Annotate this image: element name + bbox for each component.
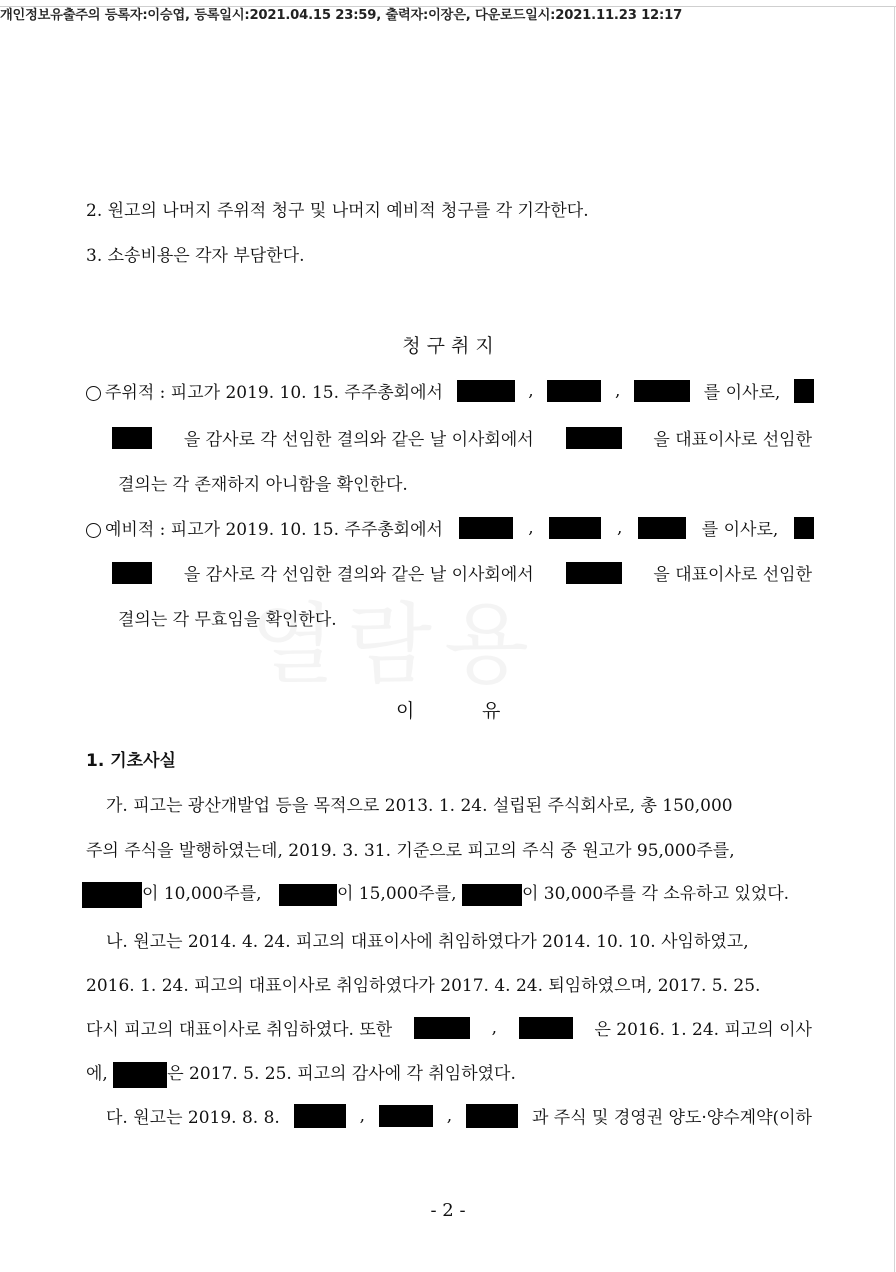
comma: , <box>491 1017 498 1038</box>
page-edge <box>894 6 895 1272</box>
primary-claim-lead: 주위적 : 피고가 2019. 10. 15. 주주총회에서 <box>86 378 443 403</box>
redaction-box <box>82 882 142 908</box>
text-fragment: 이 15,000주를, <box>336 884 457 904</box>
paragraph-ga-line-2: 주의 주식을 발행하였는데, 2019. 3. 31. 기준으로 피고의 주식 중 원고가 95,000주를, <box>86 841 735 861</box>
text-fragment: 이 30,000주를 각 소유하고 있었다. <box>521 884 790 904</box>
primary-claim-line-3: 결의는 각 존재하지 아니함을 확인한다. <box>118 475 408 495</box>
text-fragment: 를 이사로, <box>703 383 781 403</box>
text-fragment: 을 감사로 각 선임한 결의와 같은 날 이사회에서 <box>183 430 534 450</box>
redaction-box <box>549 517 601 539</box>
paragraph-na-line-1: 나. 원고는 2014. 4. 24. 피고의 대표이사에 취임하였다가 2014. 10. 10. 사임하였고, <box>106 932 749 952</box>
text-fragment: 다시 피고의 대표이사로 취임하였다. 또한 <box>86 1020 393 1040</box>
page-number: - 2 - <box>430 1200 466 1221</box>
claim-title: 청 구 취 지 <box>402 335 494 357</box>
comma: , <box>615 380 621 401</box>
paragraph-ga-line-3 <box>82 879 808 908</box>
redaction-box <box>379 1105 433 1127</box>
text-fragment: 를 이사로, <box>701 520 779 540</box>
redaction-box <box>294 1104 346 1128</box>
redaction-box <box>794 517 814 539</box>
redaction-box <box>113 1062 167 1088</box>
redaction-box <box>462 884 522 906</box>
redaction-box <box>519 1017 573 1039</box>
redaction-box <box>466 1104 518 1128</box>
circle-bullet-icon <box>86 523 101 538</box>
preliminary-claim-lead: 예비적 : 피고가 2019. 10. 15. 주주총회에서 <box>86 515 443 540</box>
section-heading: 1. 기초사실 <box>86 751 176 771</box>
order-item-2: 2. 원고의 나머지 주위적 청구 및 나머지 예비적 청구를 각 기각한다. <box>86 201 589 221</box>
paragraph-na-line-4 <box>86 1059 516 1088</box>
redaction-box <box>794 379 814 403</box>
text-fragment: 을 대표이사로 선임한 <box>653 565 812 585</box>
text-fragment: 을 대표이사로 선임한 <box>653 430 812 450</box>
preliminary-claim-line-1 <box>86 515 814 540</box>
comma: , <box>617 517 623 538</box>
paragraph-na-line-2: 2016. 1. 24. 피고의 대표이사로 취임하였다가 2017. 4. 24. 퇴임하였으며, 2017. 5. 25. <box>86 976 761 996</box>
text-fragment: 을 감사로 각 선임한 결의와 같은 날 이사회에서 <box>183 565 534 585</box>
text-fragment: 과 주식 및 경영권 양도·양수계약(이하 <box>531 1108 812 1128</box>
redaction-box <box>634 380 690 402</box>
paragraph-da-line-1 <box>106 1103 812 1128</box>
redaction-box <box>112 562 152 584</box>
redaction-box <box>547 380 601 402</box>
comma: , <box>528 517 534 538</box>
preliminary-claim-line-2 <box>112 560 812 585</box>
download-header: 개인정보유출주의 등록자:이승엽, 등록일시:2021.04.15 23:59, 출력자:이장은, 다운로드일시:2021.11.23 12:17 <box>0 8 683 23</box>
redaction-box <box>638 517 686 539</box>
text-fragment: 이 10,000주를, <box>142 884 262 904</box>
paragraph-ga-line-1: 가. 피고는 광산개발업 등을 목적으로 2013. 1. 24. 설립된 주식회사로, 총 150,000 <box>106 796 733 816</box>
text-fragment: 다. 원고는 2019. 8. 8. <box>106 1108 280 1128</box>
reason-title-left: 이 <box>396 700 415 722</box>
primary-claim-line-1 <box>86 378 814 403</box>
text-fragment: 에, <box>86 1064 108 1084</box>
redaction-box <box>457 380 515 402</box>
comma: , <box>446 1105 453 1126</box>
comma: , <box>528 380 534 401</box>
redaction-box <box>414 1017 470 1039</box>
text-fragment: 은 2016. 1. 24. 피고의 이사 <box>594 1020 812 1040</box>
text-fragment: 은 2017. 5. 25. 피고의 감사에 각 취임하였다. <box>167 1064 516 1084</box>
circle-bullet-icon <box>86 386 101 401</box>
reason-title-right: 유 <box>482 700 501 722</box>
redaction-box <box>566 427 622 449</box>
redaction-box <box>279 884 337 906</box>
redaction-box <box>459 517 513 539</box>
watermark <box>250 575 541 701</box>
preliminary-claim-line-3: 결의는 각 무효임을 확인한다. <box>118 610 337 630</box>
redaction-box <box>112 427 152 449</box>
order-item-3: 3. 소송비용은 각자 부담한다. <box>86 246 305 266</box>
paragraph-na-line-3 <box>86 1015 812 1040</box>
redaction-box <box>566 562 622 584</box>
primary-claim-line-2 <box>112 425 812 450</box>
comma: , <box>359 1105 366 1126</box>
